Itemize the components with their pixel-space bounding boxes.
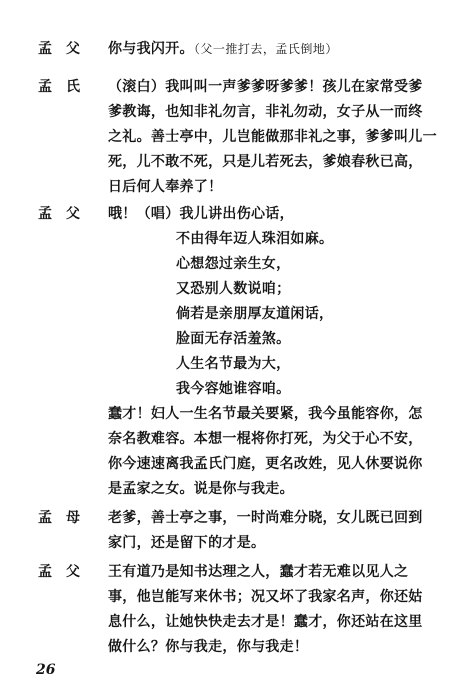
dialogue-line: 你今速速离我孟氏门庭，更名改姓，见人休要说你 [108,456,423,472]
dialogue-line: 蠢才！妇人一生名节最关要紧，我今虽能容你，怎 [108,406,423,422]
verse-line: 倘若是亲朋厚友道闲话， [176,306,334,322]
dialogue-line: 哦！（唱）我儿讲出伤心话， [108,206,294,222]
dialogue-line: 做什么？你与我走，你与我走！ [108,639,309,655]
dialogue-line: 奈名教难容。本想一棍将你打死，为父于心不安， [108,431,423,447]
verse-line: 又恐别人数说咱； [176,281,291,297]
dialogue-line: 是孟家之女。说是你与我走。 [108,481,294,497]
speaker-label: 孟氏 [38,79,94,95]
dialogue-line: 王有道乃是知书达理之人，蠢才若无难以见人之 [108,564,409,580]
dialogue-line: 日后何人奉养了！ [108,179,223,195]
speaker-label: 孟父 [38,206,94,222]
dialogue-line: 家门，还是留下的才是。 [108,535,266,551]
dialogue-line: （滚白）我叫叫一声爹爹呀爹爹！孩儿在家常受爹 [108,79,423,95]
dialogue-line: 死，儿不敢不死，只是儿若死去，爹娘春秋已高， [108,154,423,170]
speaker-label: 孟母 [38,510,94,526]
verse-line: 不由得年迈人珠泪如麻。 [176,231,334,247]
dialogue-line [108,38,338,58]
verse-line: 人生名节最为大， [176,356,291,372]
dialogue-line: 爹教诲，也知非礼勿言，非礼勿动，女子从一而终 [108,104,423,120]
dialogue-text: 你与我闪开。 [108,41,194,57]
verse-line: 我今容她谁容咱。 [176,381,291,397]
stage-direction: （父一推打去，孟氏倒地） [193,42,338,56]
dialogue-line: 息什么，让她快快走去才是！蠢才，你还站在这里 [108,614,423,630]
page-number: 26 [36,662,56,678]
dialogue-line: 事，他岂能写来休书；况又坏了我家名声，你还姑 [108,589,423,605]
verse-line: 心想怨过亲生女， [176,256,291,272]
dialogue-line: 老爹，善士亭之事，一时尚难分晓，女儿既已回到 [108,510,423,526]
verse-line: 脸面无存活羞煞。 [176,331,291,347]
dialogue-line: 之礼。善士亭中，儿岂能做那非礼之事，爹爹叫儿一 [108,129,437,145]
speaker-label: 孟父 [38,564,94,580]
speaker-label: 孟父 [38,41,94,57]
